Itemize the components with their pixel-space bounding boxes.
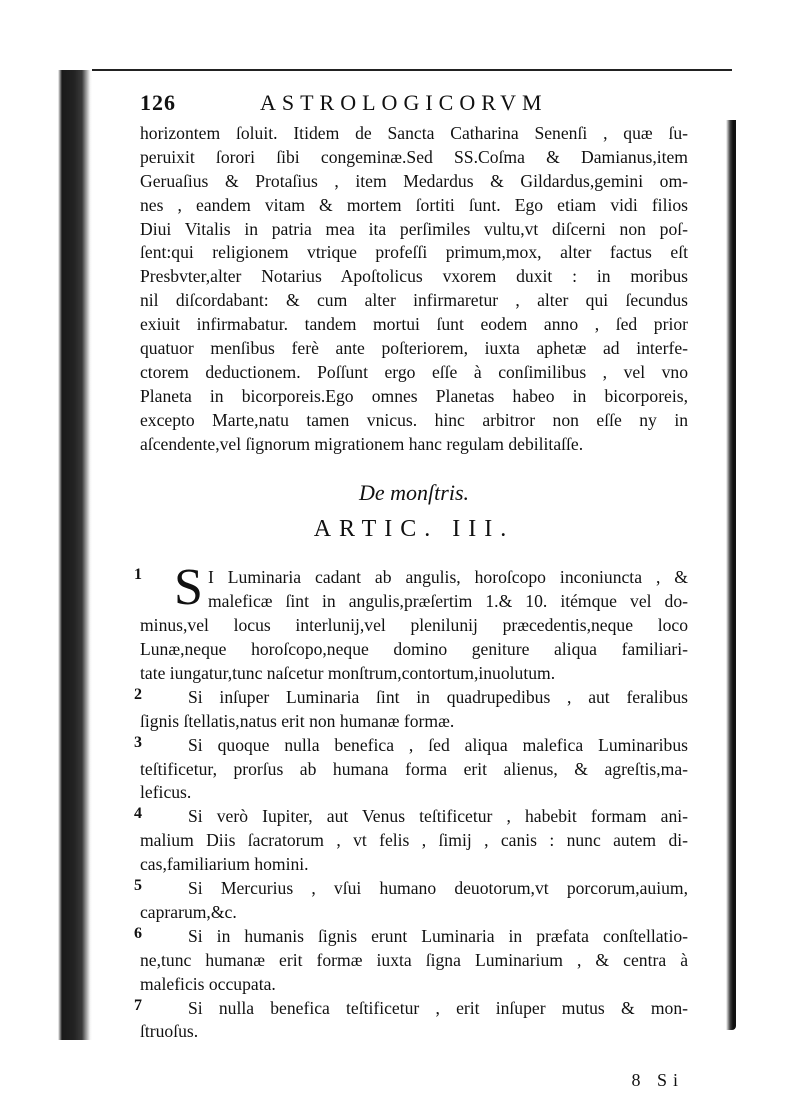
text-line: excepto Marte,natu tamen vnicus. hinc arbitror non eſſe ny in — [140, 409, 688, 430]
item-number: 2 — [134, 685, 142, 703]
text-line: Diui Vitalis in patria mea ita perſimiles vultu,vt diſcerni non poſ- — [140, 218, 688, 239]
text-line: I Luminaria cadant ab angulis, horoſcopo inconiuncta , & — [208, 567, 688, 588]
text-line: Si verò Iupiter, aut Venus teſtificetur , habebit formam ani- — [188, 806, 688, 827]
text-line: nil diſcordabant: & cum alter infirmaretur , alter qui ſecundus — [140, 290, 688, 311]
text-line: caprarum,&c. — [140, 901, 237, 922]
text-line: Lunæ,neque horoſcopo,neque domino geniture aliqua familiari- — [140, 639, 688, 660]
page-header — [140, 90, 688, 120]
list-item — [134, 996, 688, 1045]
page-right-edge — [726, 120, 736, 1030]
text-line: ſignis ſtellatis,natus erit non humanæ formæ. — [140, 710, 455, 731]
list-item — [134, 733, 688, 806]
page-number: 126 — [140, 90, 176, 115]
text-line: minus,vel locus interlunij,vel plenilunij præcedentis,neque loco — [140, 615, 688, 636]
text-line: maleficis occupata. — [140, 973, 276, 994]
item-number: 4 — [134, 805, 142, 823]
text-line: ſent:qui religionem vtrique profeſſi primum,mox, alter factus eſt — [140, 242, 688, 263]
text-line: cas,familiarium homini. — [140, 854, 309, 875]
list-item — [134, 924, 688, 997]
text-line: Si quoque nulla benefica , ſed aliqua malefica Luminaribus — [188, 734, 688, 755]
text-line: tate iungatur,tunc naſcetur monſtrum,contortum,inuolutum. — [140, 663, 556, 684]
drop-cap: S — [174, 559, 203, 617]
list-item — [134, 559, 688, 685]
text-line: aſcendente,vel ſignorum migrationem hanc regulam debilitaſſe. — [140, 433, 584, 454]
text-line: exiuit infirmabatur. tandem mortui ſunt eodem anno , ſed prior — [140, 314, 688, 335]
item-number: 5 — [134, 877, 142, 895]
item-number: 3 — [134, 733, 142, 751]
text-line: peruixit ſorori ſibi congeminæ.Sed SS.Coſma & Damianus,item — [140, 146, 688, 167]
text-line: horizontem ſoluit. Itidem de Sancta Catharina Senenſi , quæ ſu- — [140, 123, 688, 143]
list-item — [134, 877, 688, 925]
text-line: quatuor menſibus ferè ante poſteriorem, iuxta aphetæ ad interfe- — [140, 338, 688, 359]
page-top-edge — [92, 69, 732, 71]
list-item — [134, 805, 688, 877]
item-number: 7 — [134, 996, 142, 1014]
text-line: ne,tunc humanæ erit formæ iuxta ſigna Luminarium , & centra à — [140, 949, 688, 970]
article-heading: ARTIC. III. — [313, 516, 515, 543]
text-line: teſtificetur, prorſus ab humana forma erit alienus, & agreſtis,ma- — [140, 758, 688, 779]
text-line: maleficæ ſint in angulis,præſertim 1.& 10. itémque vel do- — [208, 591, 688, 612]
text-line: Si inſuper Luminaria ſint in quadrupedibus , aut feralibus — [188, 686, 688, 707]
article-body — [134, 559, 688, 1044]
running-head: ASTROLOGICORVM — [260, 90, 548, 115]
text-line: Presbvter,alter Notarius Apoſtolicus vxorem duxit : in moribus — [140, 266, 688, 287]
book-binding-shadow — [0, 70, 92, 1040]
text-line: malium Diis ſacratorum , vt felis , ſimij , canis : nunc autem di- — [140, 830, 688, 851]
text-line: Si Mercurius , vſui humano deuotorum,vt porcorum,auium, — [188, 878, 688, 899]
catchword: 8 Si — [631, 1070, 684, 1090]
text-line: Planeta in bicorporeis.Ego omnes Planetas habeo in bicorporeis, — [140, 385, 688, 406]
text-line: ſtruoſus. — [140, 1021, 199, 1042]
section-title: De monſtris. — [359, 480, 469, 506]
list-item — [134, 685, 688, 734]
text-line: Si in humanis ſignis erunt Luminaria in præfata conſtellatio- — [188, 925, 688, 946]
text-line: ctorem deductionem. Poſſunt ergo eſſe à conſimilibus , vel vno — [140, 361, 688, 382]
text-line: leficus. — [140, 782, 192, 803]
item-number: 1 — [134, 566, 142, 584]
text-line: nes , eandem vitam & mortem ſortiti ſunt. Ego etiam vidi filios — [140, 194, 688, 215]
book-page — [134, 90, 688, 1090]
text-line: Si nulla benefica teſtificetur , erit inſuper mutus & mon- — [188, 997, 688, 1018]
body-paragraph — [140, 122, 688, 456]
text-line: Geruaſius & Protaſius , item Medardus & Gildardus,gemini om- — [140, 170, 688, 191]
item-number: 6 — [134, 924, 142, 942]
